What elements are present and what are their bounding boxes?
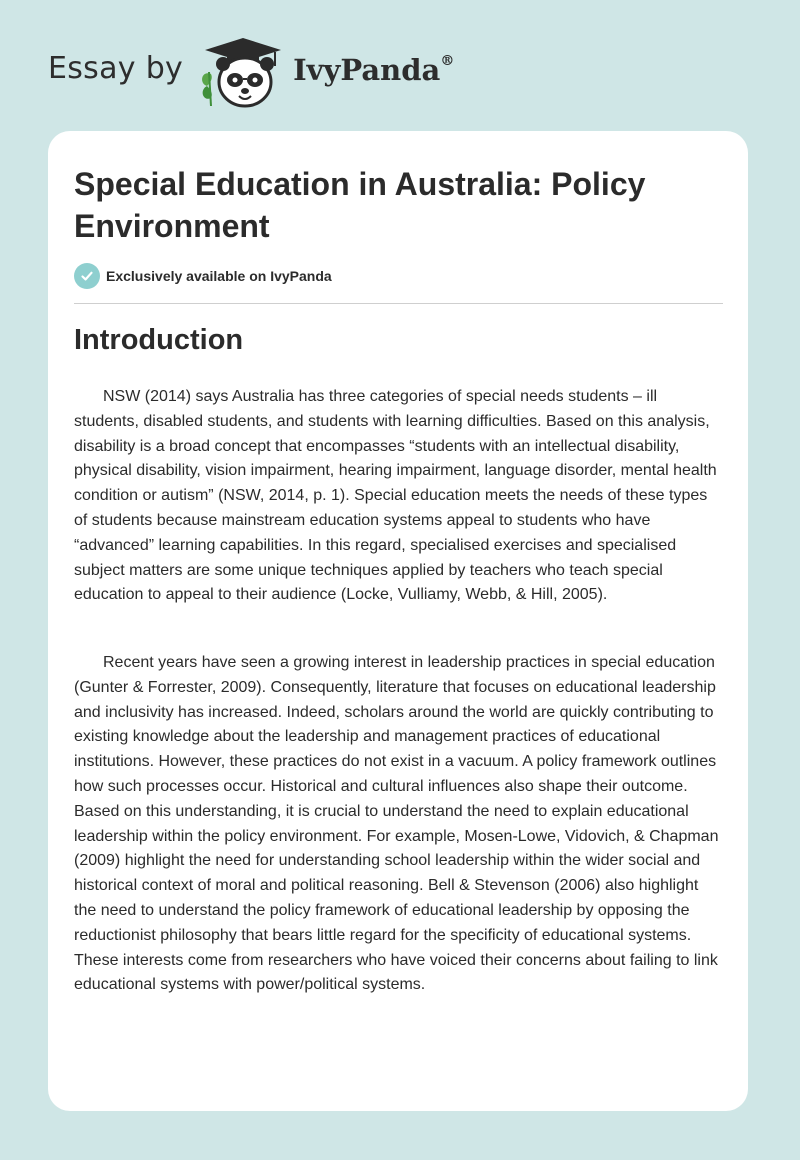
exclusive-badge <box>74 263 332 289</box>
paragraph: Recent years have seen a growing interest in leadership practices in special education (Gunter & Forrester, 2009). Consequently, literature that focuses on educational leadership and inclusivity has increased. Indeed, scholars around the world are quickly contributing to existing knowledge about the leadership and management practices of educational institutions. However, these practices do not exist in a vacuum. A policy framework outlines how such processes occur. Historical and cultural influences also shape their outcome. Based on this understanding, it is crucial to understand the need to explain educational leadership within the policy environment. For example, Mosen-Lowe, Vidovich, & Chapman (2009) highlight the need for understanding school leadership within the wider social and historical context of moral and political reasoning. Bell & Stevenson (2006) also highlight the need to understand the policy framework of educational leadership by opposing the reductionist philosophy that bears little regard for the specificity of educational systems. These interests come from researchers who have voiced their concerns about failing to link educational systems with power/political systems. <box>74 654 719 994</box>
panda-graduate-icon <box>197 34 289 110</box>
essay-by-label: Essay by <box>48 50 184 86</box>
check-circle-icon <box>74 263 100 289</box>
paragraph: NSW (2014) says Australia has three categories of special needs students – ill students, disabled students, and students with learning difficulties. Based on this analysis, disability is a broad concept that encompasses “students with an intellectual disability, physical disability, vision impairment, hearing impairment, language disorder, mental health condition or autism” (NSW, 2014, p. 1). Special education meets the needs of these types of students because mainstream education systems appeal to students who have “advanced” learning capabilities. In this regard, specialised exercises and specialised subject matters are some unique techniques applied by teachers who teach special education to appeal to their audience (Locke, Vulliamy, Webb, & Hill, 2005). <box>74 388 717 604</box>
article-title: Special Education in Australia: Policy Environment <box>74 166 646 244</box>
registered-mark: ® <box>440 53 455 70</box>
site-header <box>48 34 454 114</box>
section-heading: Introduction <box>74 324 244 356</box>
divider <box>74 303 723 304</box>
brand-name[interactable]: IvyPanda® <box>293 53 455 87</box>
article-card <box>48 131 748 1111</box>
badge-text: Exclusively available on IvyPanda <box>106 268 332 284</box>
